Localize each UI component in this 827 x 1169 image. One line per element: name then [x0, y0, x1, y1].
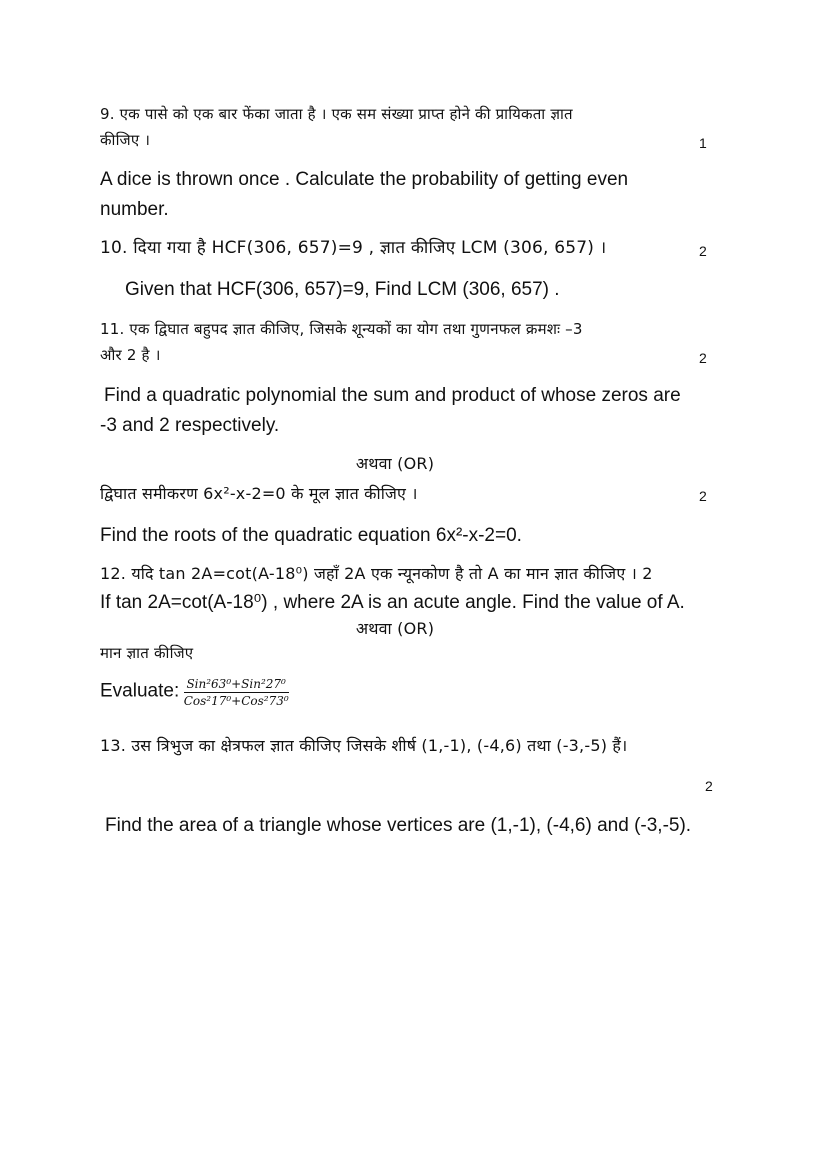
q11-hindi-line1: 11. एक द्विघात बहुपद ज्ञात कीजिए, जिसके शून्यकों का योग तथा गुणनफल क्रमशः –3 [100, 320, 583, 338]
q11-english-line1: Find a quadratic polynomial the sum and product of whose zeros are [104, 385, 681, 406]
q12-english-line: If tan 2A=cot(A-18⁰) , where 2A is an acute angle. Find the value of A. [100, 592, 685, 613]
q9-hindi-line1: 9. एक पासे को एक बार फेंका जाता है । एक सम संख्या प्राप्त होने की प्रायिकता ज्ञात [100, 105, 573, 123]
q12-or-label: अथवा (OR) [355, 619, 435, 638]
q10-marks: 2 [699, 243, 707, 259]
q13-english-line: Find the area of a triangle whose vertices are (1,-1), (-4,6) and (-3,-5). [105, 815, 692, 836]
q13-hindi-line: 13. उस त्रिभुज का क्षेत्रफल ज्ञात कीजिए जिसके शीर्ष (1,-1), (-4,6) तथा (-3,-5) हैं। [100, 736, 628, 755]
q11-marks: 2 [699, 350, 707, 366]
q11-alt-marks: 2 [699, 488, 707, 504]
q10-hindi-line: 10. दिया गया है HCF(306, 657)=9 , ज्ञात कीजिए LCM (306, 657) । [100, 238, 607, 258]
evaluate-label: Evaluate: [100, 680, 180, 702]
q12-hindi-line: 12. यदि tan 2A=cot(A-18⁰) जहाँ 2A एक न्यूनकोण है तो A का मान ज्ञात कीजिए । 2 [100, 564, 653, 583]
fraction-numerator: Sin²63⁰+Sin²27⁰ [184, 678, 289, 693]
q11-alt-english: Find the roots of the quadratic equation 6x²-x-2=0. [100, 525, 522, 546]
q10-english-line: Given that HCF(306, 657)=9, Find LCM (306, 657) . [125, 279, 560, 300]
q12-evaluate-expression [100, 678, 289, 707]
q11-or-label: अथवा (OR) [355, 454, 435, 473]
fraction [184, 678, 289, 707]
q9-hindi-line2: कीजिए । [100, 131, 151, 149]
q9-english-line2: number. [100, 199, 169, 220]
q13-marks: 2 [705, 778, 713, 794]
q11-english-line2: -3 and 2 respectively. [100, 415, 280, 436]
q9-marks: 1 [699, 135, 707, 151]
q11-hindi-line2: और 2 है । [100, 346, 161, 364]
fraction-denominator: Cos²17⁰+Cos²73⁰ [183, 694, 289, 708]
q11-alt-hindi: द्विघात समीकरण 6x²-x-2=0 के मूल ज्ञात कीजिए । [100, 484, 418, 503]
q9-english-line1: A dice is thrown once . Calculate the probability of getting even [100, 169, 629, 190]
q12-alt-hindi: मान ज्ञात कीजिए [100, 644, 194, 662]
